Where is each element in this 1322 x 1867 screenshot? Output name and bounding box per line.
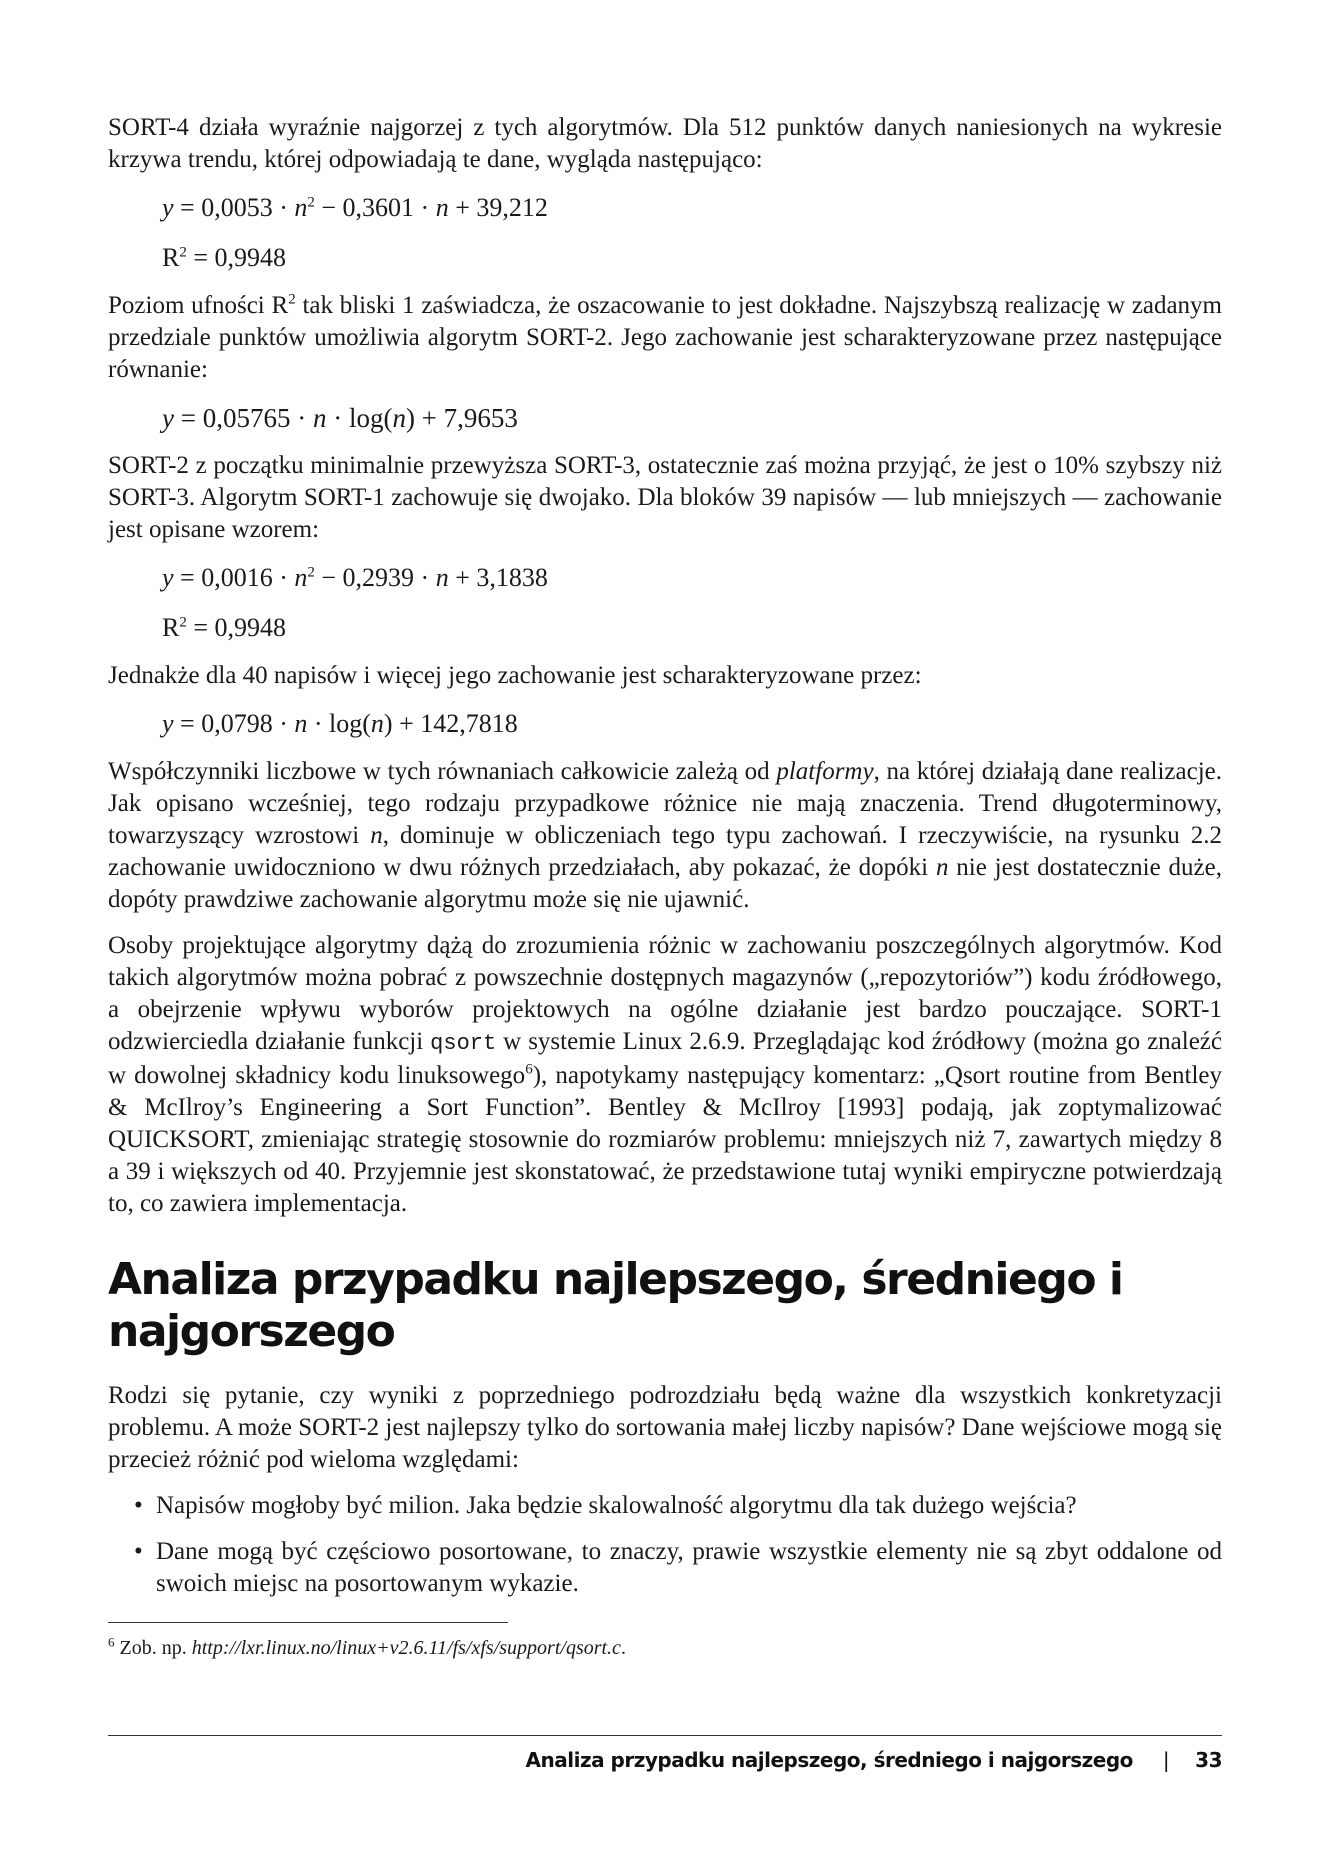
eq-term: ) + 142,7818: [383, 709, 518, 738]
list-item: • Napisów mogłoby być milion. Jaka będzie skalowalność algorytmu dla tak dużego wejścia?: [108, 1490, 1222, 1522]
eq-term: ) + 7,9653: [405, 403, 518, 433]
eq-var: y: [162, 403, 174, 433]
eq-term: + 39,212: [448, 193, 548, 222]
eq-var: n: [294, 193, 308, 222]
var-n: n: [935, 854, 949, 881]
eq-var: y: [162, 709, 174, 738]
eq-var: n: [312, 403, 327, 433]
bullet-icon: •: [134, 1538, 143, 1565]
equation-sort1-large: [162, 706, 1222, 742]
eq-term: · log(: [326, 403, 393, 433]
eq-var: n: [435, 563, 449, 592]
bullet-list: [108, 1490, 1222, 1600]
eq-term: = 0,0798 ·: [173, 709, 295, 738]
equation-sort2: [162, 400, 1222, 436]
eq-term: = 0,0016 ·: [173, 563, 295, 592]
page-number: 33: [1195, 1748, 1222, 1772]
section-heading: Analiza przypadku najlepszego, średniego i najgorszego: [108, 1254, 1123, 1357]
emphasis-platform: platformy: [776, 758, 874, 785]
eq-var: n: [294, 709, 308, 738]
page-footer: [108, 1735, 1222, 1772]
r2-exponent: 2: [179, 614, 187, 631]
equation-sort1-small: [162, 560, 1222, 596]
eq-term: = 0,05765 ·: [173, 403, 313, 433]
r2-label: R: [162, 243, 180, 272]
footnote-number: 6: [108, 1634, 115, 1650]
footnote-link[interactable]: http://lxr.linux.no/linux+v2.6.11/fs/xfs/support/qsort.c: [191, 1637, 621, 1659]
bullet-icon: •: [134, 1492, 143, 1519]
running-title: Analiza przypadku najlepszego, średniego i najgorszego: [525, 1748, 1133, 1772]
footnote: $^6$ Zob. np. http://lxr.linux.no/linux+v2.6.11/fs/xfs/support/qsort.c.: [108, 1634, 626, 1659]
r2-value: = 0,9948: [186, 243, 287, 272]
paragraph-designers: Osoby projektujące algorytmy dążą do zrozumienia różnic w zachowaniu poszczególnych algorytmów. Kod takich algorytmów można pobrać z powszechnie dostępnych magazynów („repozytoriów”) kodu źródłowego, a obejrzenie wpływu wyborów projektowych na ogólne działanie jest bardzo pouczające. SORT-1 odzwierciedla działanie funkcji qsort w systemie Linux 2.6.9. Przeglądając kod źródłowy (można go znaleźć w dowolnej składnicy kodu linuksowego$^6$), napotykamy następujący komentarz: „Qsort routine from Bentley & McIlroy’s Engineering a Sort Function”. Bentley & McIlroy [1993] podają, jak zoptymalizować QUICKSORT, zmieniając strategię stosownie do rozmiarów problemu: mniejszych niż 7, zawartych między 8 a 39 i większych od 40. Przyjemnie jest skonstatować, że przedstawione tutaj wyniki empiryczne potwierdzają to, co zawiera implementacja.: [108, 932, 1222, 1217]
r2-exponent: 2: [288, 291, 296, 308]
eq-term: = 0,0053 ·: [173, 193, 295, 222]
r-squared-sort4: [162, 240, 1222, 276]
footnote-divider: [108, 1622, 508, 1623]
eq-var: n: [294, 563, 308, 592]
list-item: • Dane mogą być częściowo posortowane, to znaczy, prawie wszystkie elementy nie są zbyt oddalone od swoich miejsc na posortowanym wykazie.: [134, 1538, 1222, 1597]
eq-term: − 0,3601 ·: [314, 193, 436, 222]
footer-text: [526, 1748, 1222, 1772]
paragraph-coefficients: Współczynniki liczbowe w tych równaniach całkowicie zależą od platformy, na której działają dane realizacje. Jak opisano wcześniej, tego rodzaju przypadkowe różnice nie mają znaczenia. Trend długoterminowy, towarzyszący wzrostowi n, dominuje w obliczeniach tego typu zachowań. I rzeczywiście, na rysunku 2.2 zachowanie uwidoczniono w dwu różnych przedziałach, aby pokazać, że dopóki n nie jest dostatecznie duże, dopóty prawdziwe zachowanie algorytmu może się nie ujawnić.: [108, 758, 1222, 913]
eq-term: + 3,1838: [448, 563, 548, 592]
paragraph-sort4: SORT-4 działa wyraźnie najgorzej z tych algorytmów. Dla 512 punktów danych naniesionych na wykresie krzywa trendu, której odpowiadają te dane, wygląda następująco:: [108, 114, 1222, 173]
eq-term: − 0,2939 ·: [314, 563, 436, 592]
eq-var: y: [162, 193, 174, 222]
eq-var: y: [162, 563, 174, 592]
paragraph-question: Rodzi się pytanie, czy wyniki z poprzedniego podrozdziału będą ważne dla wszystkich konkretyzacji problemu. A może SORT-2 jest najlepszy tylko do sortowania małej liczby napisów? Dane wejściowe mogą się przecież różnić pod wieloma względami:: [108, 1382, 1223, 1473]
eq-var: n: [370, 709, 384, 738]
page-body: [108, 112, 1222, 1661]
r2-value: = 0,9948: [186, 613, 287, 642]
eq-var: n: [435, 193, 449, 222]
paragraph-sort2: SORT-2 z początku minimalnie przewyższa SORT-3, ostatecznie zaś można przyjąć, że jest o 10% szybszy niż SORT-3. Algorytm SORT-1 zachowuje się dwojako. Dla bloków 39 napisów — lub mniejszych — zachowanie jest opisane wzorem:: [108, 452, 1222, 543]
r2-label: R: [162, 613, 180, 642]
equation-sort4: [162, 190, 1222, 226]
eq-var: n: [392, 403, 406, 433]
var-n: n: [370, 822, 383, 849]
eq-exponent: 2: [307, 194, 315, 211]
footnote-reference[interactable]: 6: [525, 1061, 533, 1078]
eq-term: · log(: [307, 709, 371, 738]
paragraph-sort1-large: Jednakże dla 40 napisów i więcej jego zachowanie jest scharakteryzowane przez:: [108, 662, 922, 689]
eq-exponent: 2: [307, 564, 315, 581]
r2-exponent: 2: [179, 244, 187, 261]
paragraph-confidence: Poziom ufności $R^2$ tak bliski 1 zaświadcza, że oszacowanie to jest dokładne. Najszybszą realizację w zadanym przedziale punktów umożliwia algorytm SORT-2. Jego zachowanie jest scharakteryzowane przez następujące równanie:: [108, 291, 1222, 383]
code-qsort: qsort: [430, 1031, 497, 1056]
r-squared-sort1: [162, 610, 1222, 646]
footer-separator: |: [1162, 1748, 1170, 1772]
